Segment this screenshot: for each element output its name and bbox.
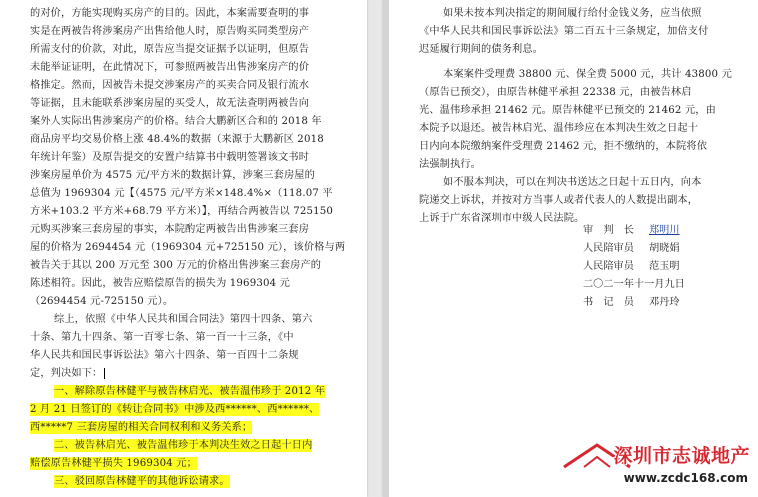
text-line: 格推定。然而，因被告未提交涉案房产的买卖合同及银行流水 — [30, 80, 310, 91]
document-page-left[interactable] — [0, 0, 367, 497]
text-line: 综上，依照《中华人民共和国合同法》第四十四条、第六 — [54, 314, 313, 325]
text-line: 院递交上诉状，并按对方当事人或者代表人的人数提出副本， — [419, 195, 699, 206]
text-line: （原告已预交），由原告林健平承担 22338 元，由被告林启 — [419, 87, 692, 98]
text-line: 陈述相符。因此，被告应赔偿原告的损失为 1969304 元 — [30, 278, 290, 289]
highlighted-line: 一、解除原告林健平与被告林启光、被告温伟珍于 2012 年 — [54, 386, 326, 397]
text-line: 所需支付的价款，对此，原告应当提交证据予以证明，但原告 — [30, 44, 310, 55]
signature-name: 胡晓娟 — [649, 243, 680, 254]
signature-role: 书 记 员 — [583, 297, 634, 308]
text-line: 实是在两被告将涉案房产出售给他人时，原告购买同类型房产 — [30, 26, 310, 37]
page-gutter — [383, 0, 389, 497]
signature-name: 范玉明 — [649, 261, 680, 272]
text-line: 本案案件受理费 38800 元、保全费 5000 元，共计 43800 元 — [443, 69, 732, 80]
signature-role: 审 判 长 — [583, 225, 634, 236]
watermark-url: www.zcdc168.com — [623, 471, 748, 485]
text-line: 十条、第九十四条、第一百零七条、第一百一十三条，《中 — [30, 332, 294, 343]
text-line: 被告关于其以 200 万元至 300 万元的价格出售涉案三套房产的 — [30, 260, 322, 271]
signature-role: 人民陪审员 — [583, 261, 634, 272]
text-line: 未能举证证明，在此情况下，可参照两被告出售涉案房产的价 — [30, 62, 310, 73]
text-line: 如果未按本判决指定的期间履行给付金钱义务，应当依照 — [443, 8, 702, 19]
signature-role: 人民陪审员 — [583, 243, 634, 254]
text-line — [30, 367, 105, 380]
text-line: 屋的价格为 2694454 元（1969304 元+725150 元），该价格与两 — [30, 242, 346, 253]
text-line-content: 定，判决如下： — [30, 368, 103, 379]
text-line: 案外人实际出售涉案房产的价格。结合大鹏新区合和的 2018 年 — [30, 116, 322, 127]
text-line: 年统计年鉴）及原告提交的安置户结算书中载明签署该文书时 — [30, 152, 310, 163]
signature-name: 郑明川 — [649, 225, 680, 236]
text-line: 《中华人民共和国民事诉讼法》第二百五十三条规定，加倍支付 — [419, 26, 709, 37]
highlighted-line: 西*****7 三套房屋的相关合同权利和义务关系； — [30, 422, 253, 433]
text-line: 商品房平均交易价格上涨 48.4%的数据（来源于大鹏新区 2018 — [30, 134, 324, 145]
text-line: 日内向本院缴纳案件受理费 21462 元，拒不缴纳的，本院将依 — [419, 141, 708, 152]
text-line: 的对价，方能实现购买房产的目的。因此，本案需要查明的事 — [30, 8, 310, 19]
highlighted-line: 2 月 21 日签订的《转让合同书》中涉及西******、西******、 — [30, 404, 320, 415]
highlighted-line: 三、驳回原告林健平的其他诉讼请求。 — [54, 476, 230, 487]
text-line: 迟延履行期间的债务利息。 — [419, 44, 544, 55]
text-cursor — [104, 368, 105, 379]
company-watermark — [552, 437, 752, 493]
text-line: 光、温伟珍承担 21462 元。原告林健平已预交的 21462 元，由 — [419, 105, 716, 116]
signature-name: 邓丹玲 — [649, 297, 680, 308]
text-line: 华人民共和国民事诉讼法》第六十四条、第一百四十二条规 — [30, 350, 299, 361]
judgment-date: 二〇二一年十一月九日 — [583, 279, 685, 290]
text-line: 总值为 1969304 元【（4575 元/平方米×148.4%×（118.07 平 — [30, 188, 333, 199]
text-line: 涉案房屋单价为 4575 元/平方米的数据计算，涉案三套房屋的 — [30, 170, 315, 181]
text-line: 法强制执行。 — [419, 159, 482, 170]
text-line: （2694454 元-725150 元）。 — [30, 296, 174, 307]
watermark-title: 深圳市志诚地产 — [613, 445, 750, 467]
highlighted-line: 赔偿原告林健平损失 1969304 元； — [30, 458, 197, 469]
document-page-right[interactable] — [383, 0, 758, 497]
text-line: 元购买涉案三套房屋的事实，本院酌定两被告出售涉案三套房 — [30, 224, 310, 235]
text-line: 本院予以退还。被告林启光、温伟珍应在本判决生效之日起十 — [419, 123, 699, 134]
highlighted-line: 二、被告林启光、被告温伟珍于本判决生效之日起十日内 — [54, 440, 313, 451]
text-line: 等证据，且未能联系涉案房屋的买受人，故无法查明两被告向 — [30, 98, 310, 109]
text-line: 如不服本判决，可以在判决书送达之日起十五日内，向本 — [443, 177, 702, 188]
text-line: 上诉于广东省深圳市中级人民法院。 — [419, 213, 585, 224]
text-line: 方米+103.2 平方米+68.79 平方米）】，再结合两被告以 725150 — [30, 206, 334, 217]
